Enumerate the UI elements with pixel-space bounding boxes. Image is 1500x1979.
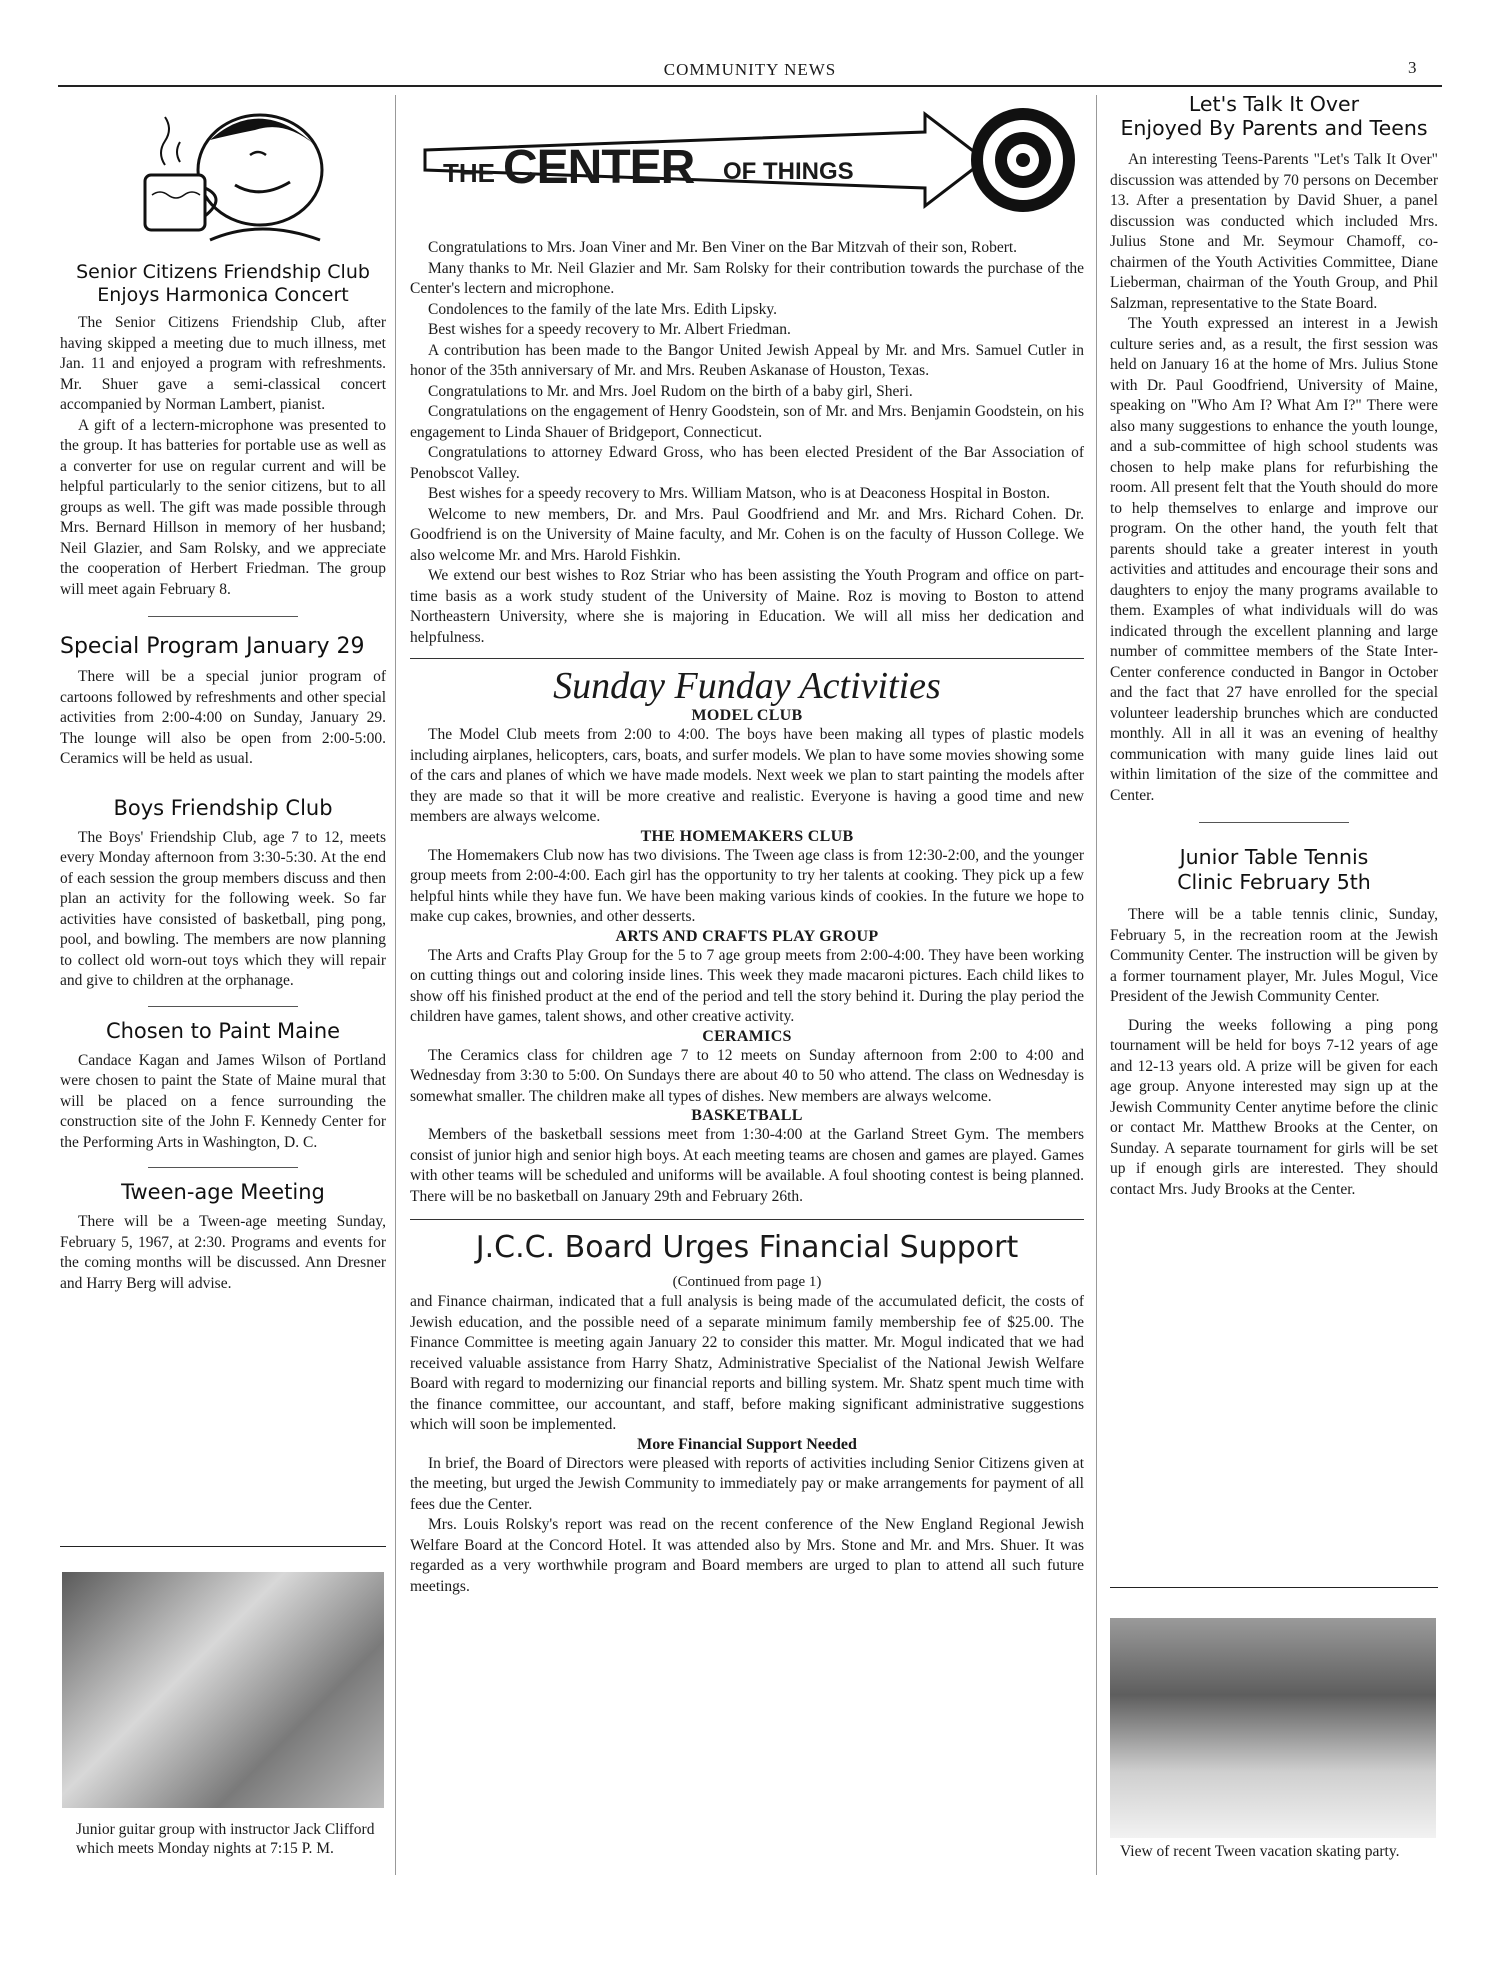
column-divider-left: [395, 95, 396, 1875]
center-item: Best wishes for a speedy recovery to Mr. Albert Friedman.: [428, 321, 791, 338]
talk-title-line2: Enjoyed By Parents and Teens: [1120, 116, 1428, 140]
tennis-title-line2: Clinic February 5th: [1177, 870, 1371, 894]
skating-party-photo: [1110, 1618, 1436, 1838]
separator: [148, 616, 298, 617]
center-item: Condolences to the family of the late Mrs. Edith Lipsky.: [428, 300, 777, 318]
tennis-paragraph-2: During the weeks following a ping pong tournament will be held for boys 7-12 years of age and 12-13 years old. A prize will be given for each age group. Anyone interested may sign up at the Jewish Community Center anytime before the clinic or contact Mr. Matthew Brooks at the Center, on Sunday. A separate tournament for girls will be set up if enough girls are interested. They should contact Mrs. Judy Brooks at the Center.: [1110, 1016, 1438, 1198]
center-items: [410, 238, 1084, 648]
separator: [410, 1219, 1084, 1220]
left-photo-rule: [60, 1546, 386, 1547]
jcc-paragraph-3: Mrs. Louis Rolsky's report was read on the recent conference of the New England Regional Jewish Welfare Board at the Concord Hotel. It was attended also by Mrs. Stone and Mr. and Mrs. Shuer. It was regarded as a very worthwhile program and Board members are urged to plan to attend all such future meetings.: [410, 1516, 1084, 1595]
separator: [148, 1167, 298, 1168]
newspaper-title: COMMUNITY NEWS: [663, 60, 837, 79]
senior-paragraph-2: A gift of a lectern-microphone was presented to the group. It has batteries for portable use as well as a converter for use on regular current and will be helpful particularly to the senior citizens, but to all groups as well. The gift was made possible through Mrs. Bernard Hillson in memory of her husband; Neil Glazier, and Sam Rolsky, and we appreciate the cooperation of Herbert Friedman. The group will meet again February 8.: [60, 416, 386, 598]
arts-crafts-paragraph: The Arts and Crafts Play Group for the 5 to 7 age group meets from 2:00-4:00. They have been working on cutting things out and coloring inside lines. This week they made macaroni pictures. Each child likes to show off his finished product at the end of the period and tell the story behind it. During the play period the children have games, talent shows, and other creative activity.: [410, 946, 1084, 1025]
special-program-paragraph: There will be a special junior program of cartoons followed by refreshments and other special activities from 2:00-4:00 on Sunday, January 29. The lounge will also be open from 2:00-5:00. Ceramics will be held as usual.: [60, 668, 386, 767]
banner-of-things: OF THINGS: [723, 158, 854, 185]
coffee-man-illustration: [60, 100, 386, 250]
jcc-subheading: More Financial Support Needed: [637, 1435, 857, 1453]
center-column: [410, 238, 1084, 1597]
tennis-title-line1: Junior Table Tennis: [1179, 845, 1369, 869]
center-item: Congratulations to attorney Edward Gross, who has been elected President of the Bar Association of Penobscot Valley.: [410, 444, 1084, 482]
skating-photo-caption: View of recent Tween vacation skating party.: [1120, 1843, 1400, 1860]
ceramics-paragraph: The Ceramics class for children age 7 to 12 meets on Sunday afternoon from 2:00 to 4:00 and Wednesday from 3:30 to 5:00. On Sundays there are about 40 to 50 who attend. The class on Wednesday is somewhat smaller. The children make all types of dishes. New members are always welcome.: [410, 1046, 1084, 1105]
center-item: Congratulations to Mrs. Joan Viner and Mr. Ben Viner on the Bar Mitzvah of their son, Robert.: [428, 239, 1018, 256]
talk-paragraph-1: An interesting Teens-Parents "Let's Talk It Over" discussion was attended by 70 persons on December 13. After a presentation by David Shuer, a panel discussion was conducted which included Mrs. Julius Stone and Mr. Seymour Chamoff, co-chairmen of the Youth Activities Committee, Diane Lieberman, chairman of the Youth Group, and Phil Salzman, representative to the State Board.: [1110, 151, 1438, 312]
basketball-heading: BASKETBALL: [691, 1107, 803, 1124]
guitar-group-photo: [62, 1572, 384, 1808]
page-header: [0, 56, 1500, 86]
guitar-photo-caption: Junior guitar group with instructor Jack Clifford which meets Monday nights at 7:15 P. M.: [76, 1821, 375, 1857]
center-item: Welcome to new members, Dr. and Mrs. Paul Goodfriend and Mr. and Mrs. Richard Cohen. Dr. Goodfriend is on the University of Maine faculty, and Mr. Cohen is on the faculty of Husson College. We also welcome Mr. and Mrs. Harold Fishkin.: [410, 505, 1084, 564]
jcc-title: J.C.C. Board Urges Financial Support: [475, 1230, 1019, 1265]
senior-paragraph-1: The Senior Citizens Friendship Club, after having skipped a meeting due to much illness, met Jan. 11 and enjoyed a program with refreshments. Mr. Shuer gave a semi-classical concert accompanied by Norman Lambert, pianist.: [60, 314, 386, 413]
page-number: 3: [1408, 58, 1417, 77]
separator: [148, 1006, 298, 1007]
senior-title-line2: Enjoys Harmonica Concert: [97, 284, 349, 306]
paint-maine-title: Chosen to Paint Maine: [105, 1018, 341, 1043]
center-item: Congratulations on the engagement of Henry Goodstein, son of Mr. and Mrs. Benjamin Goodstein, on his engagement to Linda Shauer of Bridgeport, Connecticut.: [410, 403, 1084, 441]
separator: [1199, 822, 1349, 823]
tween-meeting-title: Tween-age Meeting: [121, 1180, 325, 1204]
basketball-paragraph: Members of the basketball sessions meet from 1:30-4:00 at the Garland Street Gym. The members consist of junior high and senior high boys. At each meeting teams are chosen and games are played. Games with other teams will be scheduled and uniforms will be available. A foul shooting contest is being planned. There will be no basketball on January 29th and February 26th.: [410, 1126, 1084, 1205]
model-club-paragraph: The Model Club meets from 2:00 to 4:00. The boys have been making all types of plastic models including airplanes, helicopters, cars, boats, and surfer models. We plan to have some movies showing some of the cars and planes of which we have made models. Next week we plan to start painting the models after they are made so that it will be more creative and realistic. Everyone is having a good time and new members are always welcome.: [410, 726, 1084, 825]
tennis-paragraph-1: There will be a table tennis clinic, Sunday, February 5, in the recreation room at the Jewish Community Center. The instruction will be given by a former tournament player, Mr. Jules Mogul, Vice President of the Jewish Community Center.: [1110, 906, 1438, 1005]
column-divider-right: [1096, 95, 1097, 1875]
homemakers-heading: THE HOMEMAKERS CLUB: [640, 827, 854, 845]
tween-meeting-paragraph: There will be a Tween-age meeting Sunday, February 5, 1967, at 2:30. Programs and events for the coming months will be discussed. Ann Dresner and Harry Berg will advise.: [60, 1213, 386, 1292]
special-program-title: Special Program January 29: [60, 634, 365, 659]
banner-center: CENTER: [503, 141, 695, 194]
funday-title: Sunday Funday Activities: [553, 665, 941, 707]
talk-title-line1: Let's Talk It Over: [1188, 92, 1360, 116]
arts-crafts-heading: ARTS AND CRAFTS PLAY GROUP: [615, 927, 879, 945]
right-photo-rule: [1110, 1587, 1438, 1588]
boys-club-title: Boys Friendship Club: [113, 795, 333, 820]
homemakers-paragraph: The Homemakers Club now has two divisions. The Tween age class is from 12:30-2:00, and the younger group meets from 2:00-4:00. Each girl has the opportunity to try her talents at cooking. They pick up a few helpful hints while they have fun. We have been making various kinds of cookies. In the future we hope to make cup cakes, brownies, and other desserts.: [410, 846, 1084, 925]
jcc-continued: (Continued from page 1): [672, 1274, 822, 1290]
header-rule: [58, 85, 1442, 87]
separator: [410, 658, 1084, 659]
left-column: [60, 100, 386, 1294]
banner-the: THE: [443, 158, 495, 188]
senior-title-line1: Senior Citizens Friendship Club: [76, 261, 370, 283]
center-item: We extend our best wishes to Roz Striar who has been assisting the Youth Program and office on part-time basis as a work study student of the University of Maine. Roz is moving to Boston to attend Northeastern University, where she is majoring in Education. We will all miss her dedication and helpfulness.: [410, 567, 1084, 646]
jcc-paragraph-2: In brief, the Board of Directors were pleased with reports of activities including Senior Citizens given at the meeting, but urged the Jewish Community to immediately pay or make arrangements for payment of all fees due the Center.: [410, 1454, 1084, 1513]
center-item: A contribution has been made to the Bangor United Jewish Appeal by Mr. and Mrs. Samuel Cutler in honor of the 35th anniversary of Mr. and Mrs. Reuben Askanase of Houston, Texas.: [410, 341, 1084, 379]
center-item: Best wishes for a speedy recovery to Mrs. William Matson, who is at Deaconess Hospital in Boston.: [428, 485, 1051, 502]
jcc-paragraph-1: and Finance chairman, indicated that a full analysis is being made of the accumulated deficit, the costs of Jewish education, and the possible need of a separate minimum family membership fee of $25.00. The Finance Committee is meeting again January 22 to consider this matter. Mr. Mogul indicated that we had received valuable assistance from Harry Shatz, Administrative Specialist of the National Jewish Welfare Board with regard to modernizing our financial reports and billing system. Mr. Shatz spent much time with the finance committee, our accountant, and staff, before making significant administrative suggestions which will soon be implemented.: [410, 1293, 1084, 1433]
boys-club-paragraph: The Boys' Friendship Club, age 7 to 12, meets every Monday afternoon from 3:30-5:30. At the end of each session the group members discuss and then plan an activity for the following week. So far activities have consisted of basketball, ping pong, pool, and bowling. The members are now planning to collect old worn-out toys which they will repair and give to children at the orphanage.: [60, 828, 386, 989]
center-of-things-banner: [405, 98, 1085, 224]
talk-paragraph-2: The Youth expressed an interest in a Jewish culture series and, as a result, the first session was held on January 16 at the home of Mrs. Julius Stone with Dr. Paul Goodfriend, University of Maine, speaking on "Who Am I? What Am I?" There were also many suggestions to enhance the youth lounge, and a sub-committee of high school students was chosen to help make plans for refurbishing the room. All present felt that the Youth should do more to help themselves to enlarge and improve our program. On the other hand, the youth felt that parents should take a greater interest in youth activities and attitudes and encourage their sons and daughters to enjoy the many programs available to them. Examples of what individuals will do was indicated through the excellent planning and large number of committee members of the State Inter-Center conference conducted in Bangor in October and the fact that 27 have enrolled for the special volunteer leadership brunches which are conducted monthly. All in all it was an evening of healthy communication with many guide lines laid out within limitation of the size of the committee and Center.: [1110, 315, 1438, 804]
center-item: Congratulations to Mr. and Mrs. Joel Rudom on the birth of a baby girl, Sheri.: [428, 382, 913, 400]
model-club-heading: MODEL CLUB: [691, 707, 803, 724]
paint-maine-paragraph: Candace Kagan and James Wilson of Portland were chosen to paint the State of Maine mural that will be placed on a fence surrounding the construction site of the John F. Kennedy Center for the Performing Arts in Washington, D. C.: [60, 1051, 386, 1151]
right-column: [1110, 92, 1438, 1200]
ceramics-heading: CERAMICS: [702, 1027, 792, 1045]
center-item: Many thanks to Mr. Neil Glazier and Mr. Sam Rolsky for their contribution towards the purchase of the Center's lectern and microphone.: [410, 259, 1084, 297]
